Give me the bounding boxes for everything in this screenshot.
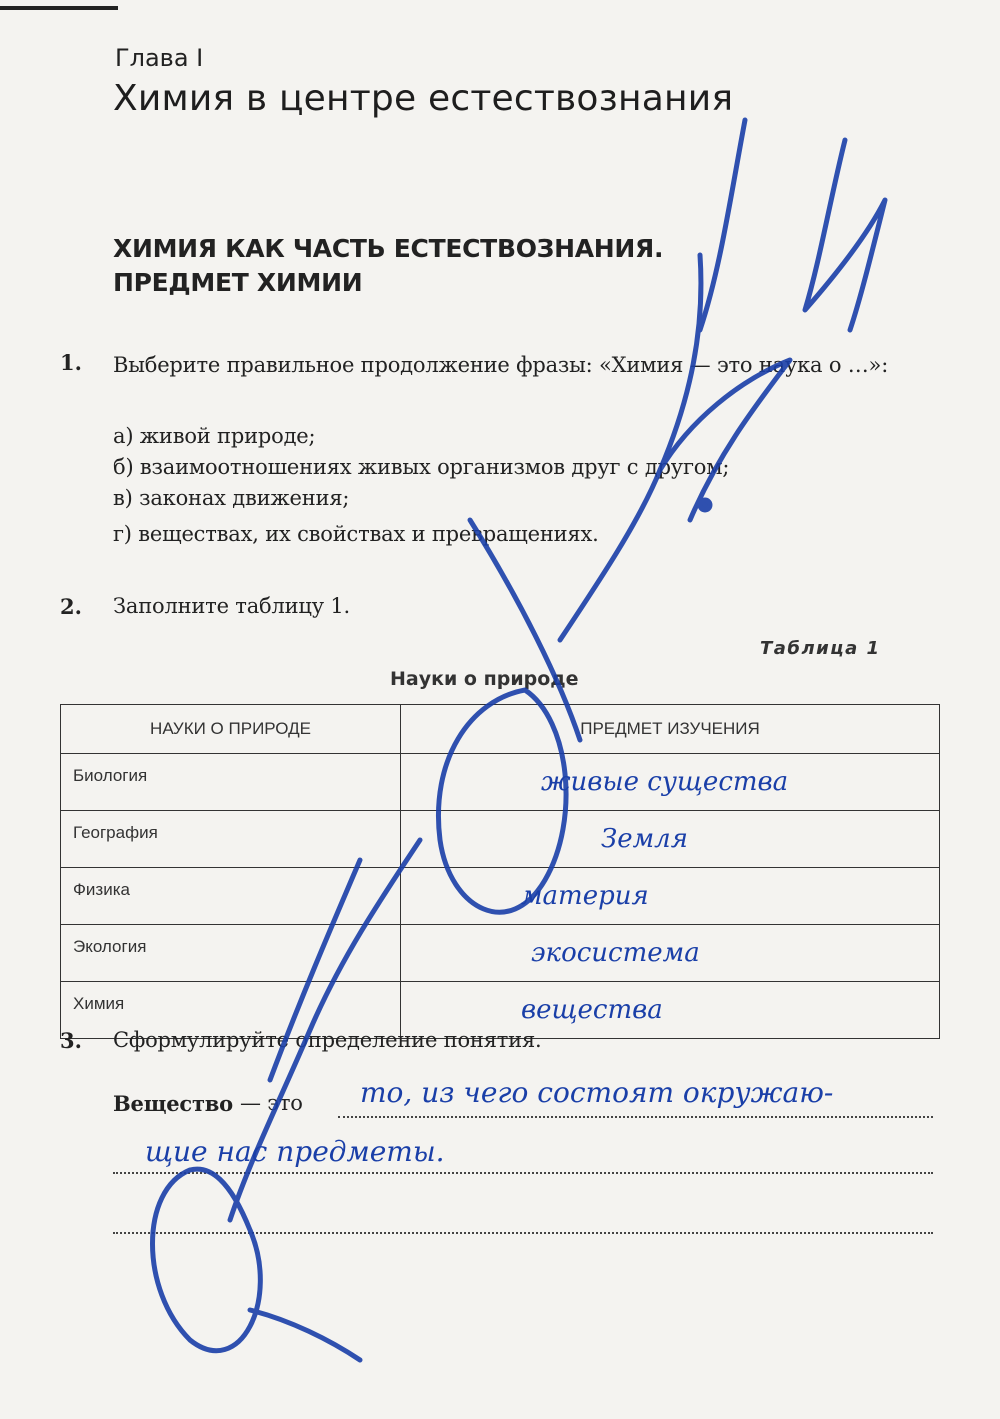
scribble-stroke xyxy=(153,1169,261,1351)
handwritten-answer: материя xyxy=(521,881,649,911)
task3-number: 3. xyxy=(60,1028,82,1053)
task1-option-c: в) законах движения; xyxy=(113,486,350,510)
definition-dash: — это xyxy=(240,1091,303,1115)
handwritten-definition-line2: щие нас предметы. xyxy=(145,1135,445,1168)
answer-line-2 xyxy=(113,1172,933,1174)
table-header-subject: ПРЕДМЕТ ИЗУЧЕНИЯ xyxy=(401,705,940,754)
handwritten-answer: экосистема xyxy=(531,938,700,968)
table-header-science: НАУКИ О ПРИРОДЕ xyxy=(61,705,401,754)
answer-line-3 xyxy=(113,1232,933,1234)
task1-option-b: б) взаимоотношениях живых организмов друг с другом; xyxy=(113,455,730,479)
chapter-title: Химия в центре естествознания xyxy=(113,78,734,119)
handwritten-answer: живые существа xyxy=(541,767,789,797)
answer-cell xyxy=(401,754,940,811)
section-heading-line1: ХИМИЯ КАК ЧАСТЬ ЕСТЕСТВОЗНАНИЯ. xyxy=(113,234,664,263)
handwritten-definition-line1: то, из чего состоят окружаю- xyxy=(360,1076,834,1109)
science-cell: Биология xyxy=(61,754,401,811)
task3-prompt: Сформулируйте определение понятия. xyxy=(113,1028,542,1052)
task1-option-a: а) живой природе; xyxy=(113,424,316,448)
science-cell: Химия xyxy=(61,982,401,1039)
science-cell: География xyxy=(61,811,401,868)
task1-number: 1. xyxy=(60,350,82,375)
science-cell: Физика xyxy=(61,868,401,925)
scribble-stroke xyxy=(805,140,885,330)
scribble-stroke xyxy=(660,360,790,520)
science-cell: Экология xyxy=(61,925,401,982)
handwritten-answer: Земля xyxy=(601,824,688,854)
answer-cell xyxy=(401,868,940,925)
top-rule xyxy=(0,6,118,10)
scribble-stroke xyxy=(250,1310,360,1360)
table-row xyxy=(61,868,940,925)
section-heading-line2: ПРЕДМЕТ ХИМИИ xyxy=(113,268,363,297)
sciences-table xyxy=(60,704,940,1039)
task1-prompt: Выберите правильное продолжение фразы: «Химия — это наука о …»: xyxy=(113,353,889,377)
answer-cell xyxy=(401,925,940,982)
definition-term: Вещество xyxy=(113,1091,233,1116)
table-caption: Науки о природе xyxy=(390,668,579,690)
table-header-row xyxy=(61,705,940,754)
table-row xyxy=(61,811,940,868)
ink-dot xyxy=(700,500,710,510)
answer-cell xyxy=(401,811,940,868)
task2-number: 2. xyxy=(60,594,82,619)
chapter-label: Глава I xyxy=(115,44,204,72)
table-row xyxy=(61,754,940,811)
handwritten-answer: вещества xyxy=(521,995,663,1025)
scribble-stroke xyxy=(560,255,701,640)
task2-prompt: Заполните таблицу 1. xyxy=(113,594,350,618)
answer-line-1 xyxy=(338,1116,933,1118)
table-row xyxy=(61,925,940,982)
task1-option-d: г) веществах, их свойствах и превращениях. xyxy=(113,522,599,546)
section-heading xyxy=(113,232,733,300)
table-label: Таблица 1 xyxy=(760,638,881,659)
